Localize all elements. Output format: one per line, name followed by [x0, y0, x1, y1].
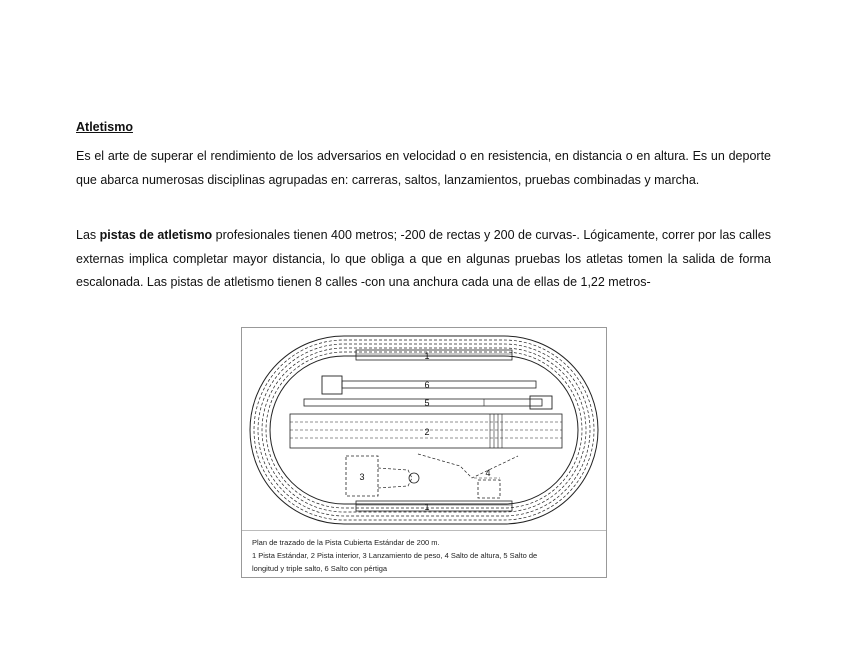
paragraph-tracks-bold: pistas de atletismo	[99, 228, 213, 242]
page-heading: Atletismo	[76, 120, 133, 134]
label-lanzamiento-peso: 3	[359, 472, 365, 482]
figure-caption	[252, 536, 597, 575]
paragraph-tracks-intro: Las	[76, 228, 100, 242]
label-pista-estandar-top: 1	[424, 351, 430, 361]
label-salto-altura: 4	[485, 468, 491, 478]
caption-line-2: 1 Pista Estándar, 2 Pista interior, 3 Lanzamiento de peso, 4 Salto de altura, 5 Salto de	[252, 551, 538, 560]
track-plan-figure	[241, 327, 607, 578]
paragraph-tracks	[76, 224, 771, 295]
caption-line-3: longitud y triple salto, 6 Salto con pértiga	[252, 564, 388, 573]
caption-line-1: Plan de trazado de la Pista Cubierta Estándar de 200 m.	[252, 538, 440, 547]
label-salto-pertiga: 6	[424, 380, 430, 390]
caption-divider	[242, 530, 606, 531]
track-plan-diagram	[246, 332, 602, 528]
label-salto-longitud: 5	[424, 398, 430, 408]
label-pista-estandar-bottom: 1	[424, 502, 430, 512]
paragraph-definition: Es el arte de superar el rendimiento de los adversarios en velocidad o en resistencia, en distancia o en altura. Es un deporte que abarca numerosas disciplinas agrupadas en: carreras, saltos, lanzamientos, pruebas combinadas y marcha.	[76, 149, 771, 187]
label-pista-interior: 2	[424, 427, 430, 437]
paragraph-tracks-rest: profesionales tienen 400 metros; -200 de rectas y 200 de curvas-. Lógicamente, correr por las calles externas implica completar mayor distancia, lo que obliga a que en algunas pruebas los atletas tomen la salida de forma escalonada. Las pistas de atletismo tienen 8 calles -con una anchura cada una de ellas de 1,22 metros-	[76, 228, 771, 289]
